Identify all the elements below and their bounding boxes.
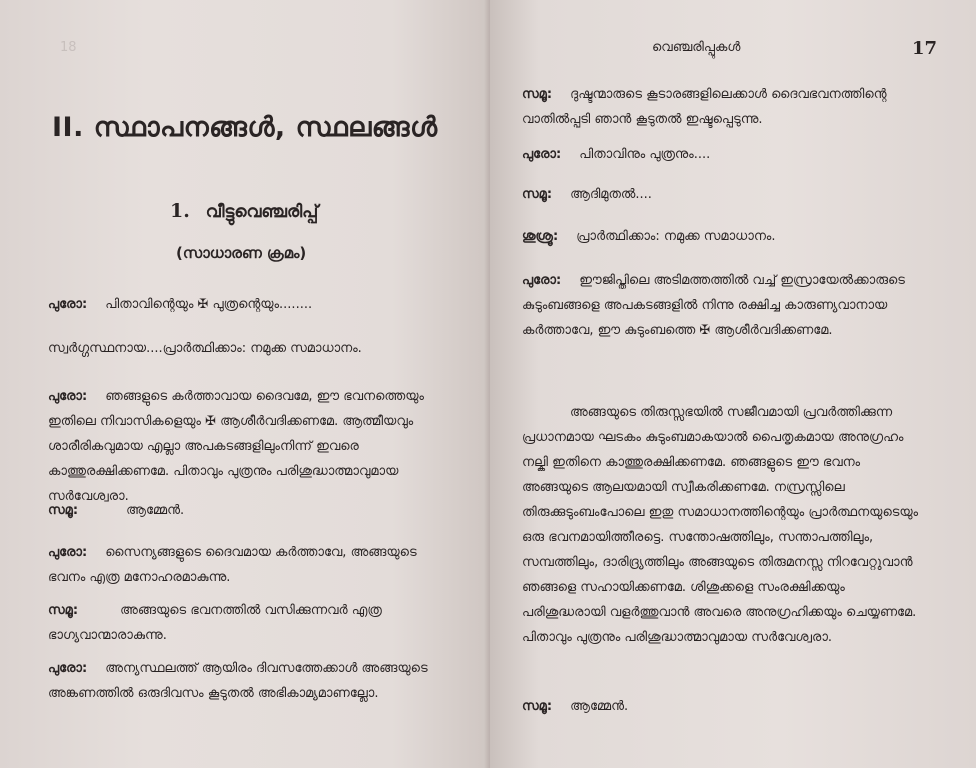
speaker-label: സമൂ: [522, 87, 553, 102]
text-block [48, 498, 448, 523]
speaker-label: പുരോ: [48, 389, 88, 404]
section-title [170, 200, 318, 222]
speaker-label: പുരോ: [48, 545, 88, 560]
block-text: ദുഷ്ടന്മാരുടെ കൂടാരങ്ങളിലെക്കാൾ ദൈവഭവനത്തിന്റെ വാതിൽപ്പടി ഞാൻ കൂടുതൽ ഇഷ്ടപ്പെടുന്നു. [522, 87, 887, 127]
text-block [48, 384, 448, 509]
text-block [48, 598, 448, 648]
text-block [522, 694, 922, 719]
block-text: ഈജിപ്തിലെ അടിമത്തത്തിൽ വച്ച് ഇസ്രായേൽക്കാരുടെ കുടുംബങ്ങളെ അപകടങ്ങളിൽ നിന്നു രക്ഷിച്ച കാരുണ്യവാനായ കർത്താവേ, ഈ കുടുംബത്തെ ✠ ആശീർവദിക്കണമേ. [522, 273, 905, 338]
block-text: ആമ്മേൻ. [126, 503, 185, 518]
block-text: അങ്ങയുടെ തിരുസ്സഭയിൽ സജീവമായി പ്രവർത്തിക്കുന്ന പ്രധാനമായ ഘടകം കുടുംബമാകയാൽ പൈതൃകമായ അനുഗ്രഹം നല്കി ഇതിനെ കാത്തുരക്ഷിക്കണമേ. ഞങ്ങളുടെ ഈ ഭവനം അങ്ങയുടെ ആലയമായി സ്വീകരിക്കണമേ. നസ്രസ്സിലെ തിരുക്കുടുംബംപോലെ ഇതു സമാധാനത്തിന്റെയും പ്രാർത്ഥനയുടെയും ഒരു ഭവനമായിത്തീരട്ടെ. സന്തോഷത്തിലും, സന്താപത്തിലും, സമ്പത്തിലും, ദാരിദ്ര്യത്തിലും അങ്ങയുടെ തിരുമനസ്സ നിറവേറ്റുവാൻ ഞങ്ങളെ സഹായിക്കണമേ. ശിശുക്കളെ സംരക്ഷിക്കയും പരിശുദ്ധരായി വളർത്തുവാൻ അവരെ അനുഗ്രഹിക്കയും ചെയ്യണമേ. പിതാവും പുത്രനും പരിശുദ്ധാത്മാവുമായ സർവേശ്വരാ. [522, 405, 919, 645]
text-block [522, 182, 922, 207]
speaker-label: സമൂ: [48, 603, 79, 618]
running-head: വെഞ്ചരിപ്പുകൾ [652, 40, 741, 55]
speaker-label: പുരോ: [48, 297, 88, 312]
text-block [48, 292, 448, 317]
section-title-text: വീട്ടുവെഞ്ചരിപ്പ് [205, 202, 319, 222]
speaker-label: പുരോ: [48, 661, 88, 676]
block-text: പിതാവിന്റെയും ✠ പുത്രന്റെയും........ [105, 297, 313, 312]
text-block [522, 82, 922, 132]
block-text: ആമ്മേൻ. [570, 699, 629, 714]
speaker-label: സമൂ: [522, 187, 553, 202]
speaker-label: സമൂ: [48, 503, 79, 518]
block-text: അങ്ങയുടെ ഭവനത്തിൽ വസിക്കുന്നവർ എത്ര ഭാഗ്യവാന്മാരാകുന്നു. [48, 603, 382, 643]
speaker-label: ശുശ്രൂ: [522, 229, 559, 244]
bleed-through: 18 [60, 40, 77, 55]
text-block [48, 656, 448, 706]
section-subtitle: (സാധാരണ ക്രമം) [176, 244, 307, 262]
text-block [48, 540, 448, 590]
block-text: ആദിമുതൽ.... [570, 187, 652, 202]
section-number: 1. [170, 200, 190, 222]
text-block [522, 142, 922, 167]
text-block [522, 400, 922, 650]
speaker-label: പുരോ: [522, 273, 562, 288]
block-text: അന്യസ്ഥലത്ത് ആയിരം ദിവസത്തേക്കാൾ അങ്ങയുടെ അങ്കണത്തിൽ ഒരുദിവസം കൂടുതൽ അഭികാമ്യമാണല്ലോ. [48, 661, 428, 701]
text-block [522, 268, 922, 343]
text-block [522, 224, 922, 249]
speaker-label: സമൂ: [522, 699, 553, 714]
speaker-label: പുരോ: [522, 147, 562, 162]
text-block [48, 336, 448, 361]
block-text: പ്രാർത്ഥിക്കാം: നമുക്ക സമാധാനം. [576, 229, 776, 244]
block-text: സൈന്യങ്ങളുടെ ദൈവമായ കർത്താവേ, അങ്ങയുടെ ഭവനം എത്ര മനോഹരമാകുന്നു. [48, 545, 417, 585]
block-text: പിതാവിനും പുത്രനും.... [579, 147, 711, 162]
block-text: സ്വർഗ്ഗസ്ഥനായ....പ്രാർത്ഥിക്കാം: നമുക്ക സമാധാനം. [48, 341, 362, 356]
page-number: 17 [912, 38, 938, 59]
chapter-title: II. സ്ഥാപനങ്ങൾ, സ്ഥലങ്ങൾ [52, 112, 438, 143]
block-text: ഞങ്ങളുടെ കർത്താവായ ദൈവമേ, ഈ ഭവനത്തെയും ഇതിലെ നിവാസികളെയും ✠ ആശീർവദിക്കണമേ. ആത്മീയവും ശാരീരികവുമായ എല്ലാ അപകടങ്ങളിലുംനിന്ന് ഇവരെ കാത്തുരക്ഷിക്കണമേ. പിതാവും പുത്രനും പരിശുദ്ധാത്മാവുമായ സർവേശ്വരാ. [48, 389, 424, 504]
